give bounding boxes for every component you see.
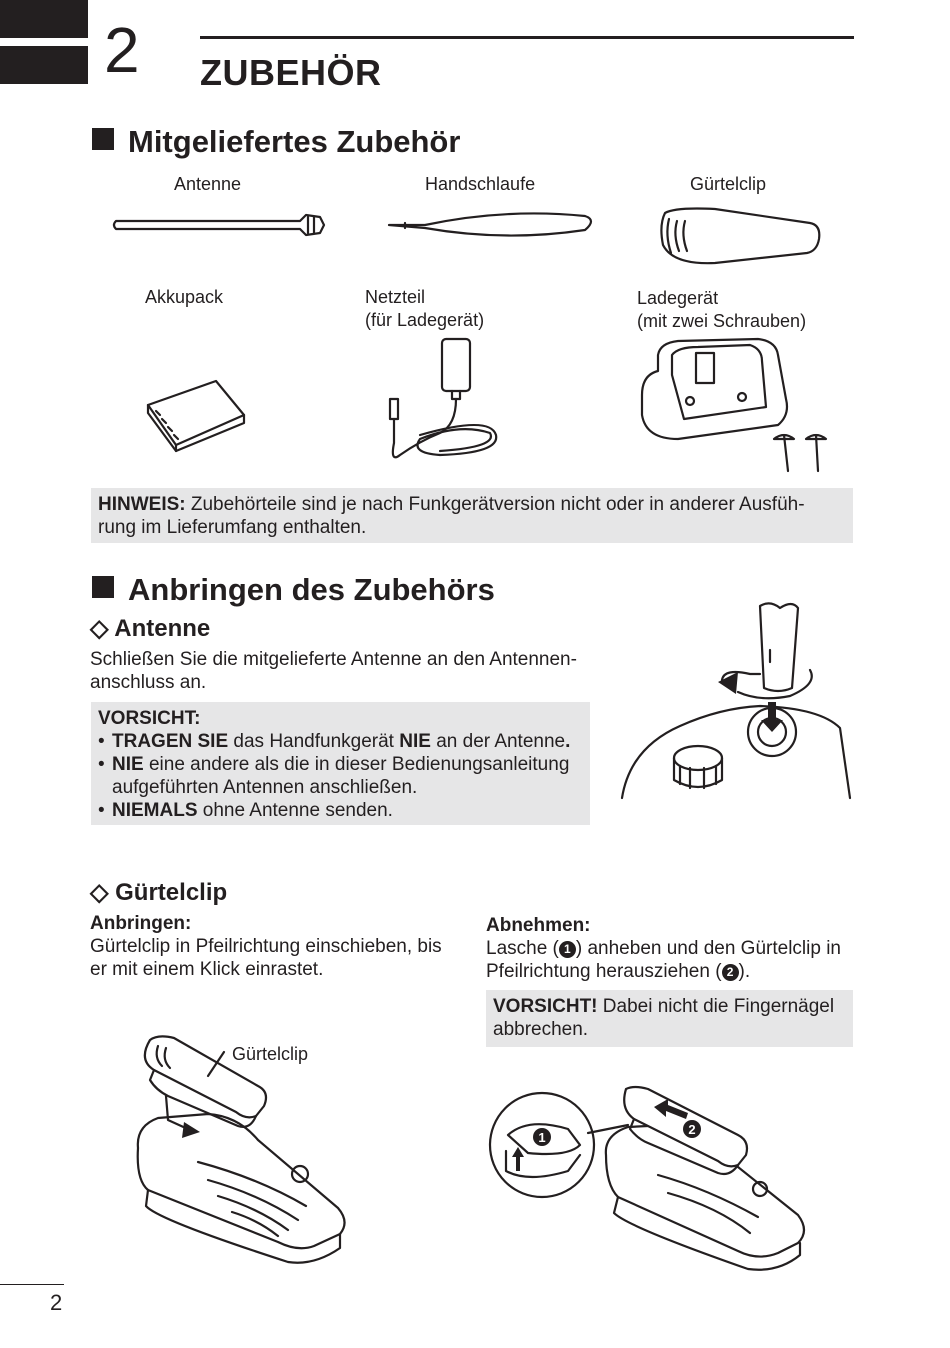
- beltclip-caution-label: VORSICHT!: [493, 996, 598, 1017]
- beltclip-remove-illustration: [488, 1085, 818, 1275]
- caution-bullet-3: • NIEMALS ohne Antenne senden.: [98, 799, 583, 822]
- antenna-attach-illustration: [620, 598, 856, 803]
- number-2-circle: 2: [722, 964, 739, 981]
- label-charger-line2: (mit zwei Schrauben): [637, 311, 807, 331]
- chapter-title: ZUBEHÖR: [200, 52, 382, 93]
- square-bullet-icon: [92, 576, 114, 598]
- power-adapter-illustration: [380, 335, 505, 470]
- antenna-caution-box: [91, 702, 590, 825]
- note-text-2: rung im Lieferumfang enthalten.: [98, 517, 367, 538]
- section-heading-attach: [92, 572, 495, 608]
- attach-instructions: Anbringen: Gürtelclip in Pfeilrichtung einschieben, bis er mit einem Klick einrastet.: [90, 913, 442, 980]
- section-heading-supplied: [92, 124, 460, 160]
- label-adapter-line1: Netzteil: [365, 287, 426, 307]
- attach-title: Anbringen:: [90, 913, 192, 934]
- label-antenna: Antenne: [174, 174, 242, 194]
- battery-pack-illustration: [140, 375, 250, 455]
- number-1-circle: 1: [559, 941, 576, 958]
- number-1-circle: 1: [538, 1130, 546, 1145]
- label-battery: Akkupack: [145, 287, 224, 307]
- caution-bullet-1: • TRAGEN SIE das Handfunkgerät NIE an der Antenne.: [98, 730, 583, 753]
- square-bullet-icon: [92, 128, 114, 150]
- charger-illustration: [638, 335, 838, 475]
- callout-beltclip: Gürtelclip: [232, 1044, 309, 1064]
- label-charger-line1: Ladegerät: [637, 288, 719, 308]
- note-label: HINWEIS:: [98, 494, 186, 515]
- chapter-number: 2: [104, 14, 140, 86]
- note-box: [91, 488, 853, 543]
- beltclip-illustration: [655, 205, 825, 270]
- page-number: 2: [50, 1290, 63, 1315]
- section-title-text: Anbringen des Zubehörs: [128, 572, 495, 607]
- beltclip-caution-box: VORSICHT! Dabei nicht die Fingernägel abbrechen.: [486, 990, 853, 1047]
- caution-bullet-2: • NIE eine andere als die in dieser Bedienungsanleitung: [98, 753, 583, 776]
- hand-strap-illustration: [385, 208, 600, 244]
- antenna-instructions: Schließen Sie die mitgelieferte Antenne an den Antennen- anschluss an.: [90, 649, 577, 693]
- caution-bullet-2-cont: aufgeführten Antennen anschließen.: [112, 777, 418, 798]
- note-text-1: Zubehörteile sind je nach Funkgerätversion nicht oder in anderer Ausfüh-: [185, 494, 805, 515]
- antenna-caution-title: VORSICHT:: [98, 708, 201, 729]
- chapter-tab-upper: [0, 0, 88, 38]
- diamond-outline-icon: ◇: [90, 879, 109, 906]
- number-2-circle: 2: [688, 1122, 696, 1137]
- antenna-illustration: [110, 205, 330, 245]
- diamond-outline-icon: ◇: [90, 615, 109, 642]
- chapter-rule: [200, 36, 854, 39]
- remove-instructions: Abnehmen: Lasche ( 1 ) anheben und den Gürtelclip in Pfeilrichtung herausziehen ( 2 ).: [486, 915, 842, 982]
- beltclip-attach-illustration: [128, 1030, 353, 1270]
- footer-rule: [0, 1284, 64, 1285]
- subheading-beltclip: ◇ Gürtelclip: [90, 879, 228, 906]
- subheading-antenna: ◇ Antenne: [90, 615, 211, 642]
- label-adapter-line2: (für Ladegerät): [365, 310, 485, 330]
- remove-title: Abnehmen:: [486, 915, 591, 936]
- chapter-tab-lower: [0, 46, 88, 84]
- section-title-text: Mitgeliefertes Zubehör: [128, 124, 461, 159]
- label-beltclip: Gürtelclip: [690, 174, 767, 194]
- label-strap: Handschlaufe: [425, 174, 536, 194]
